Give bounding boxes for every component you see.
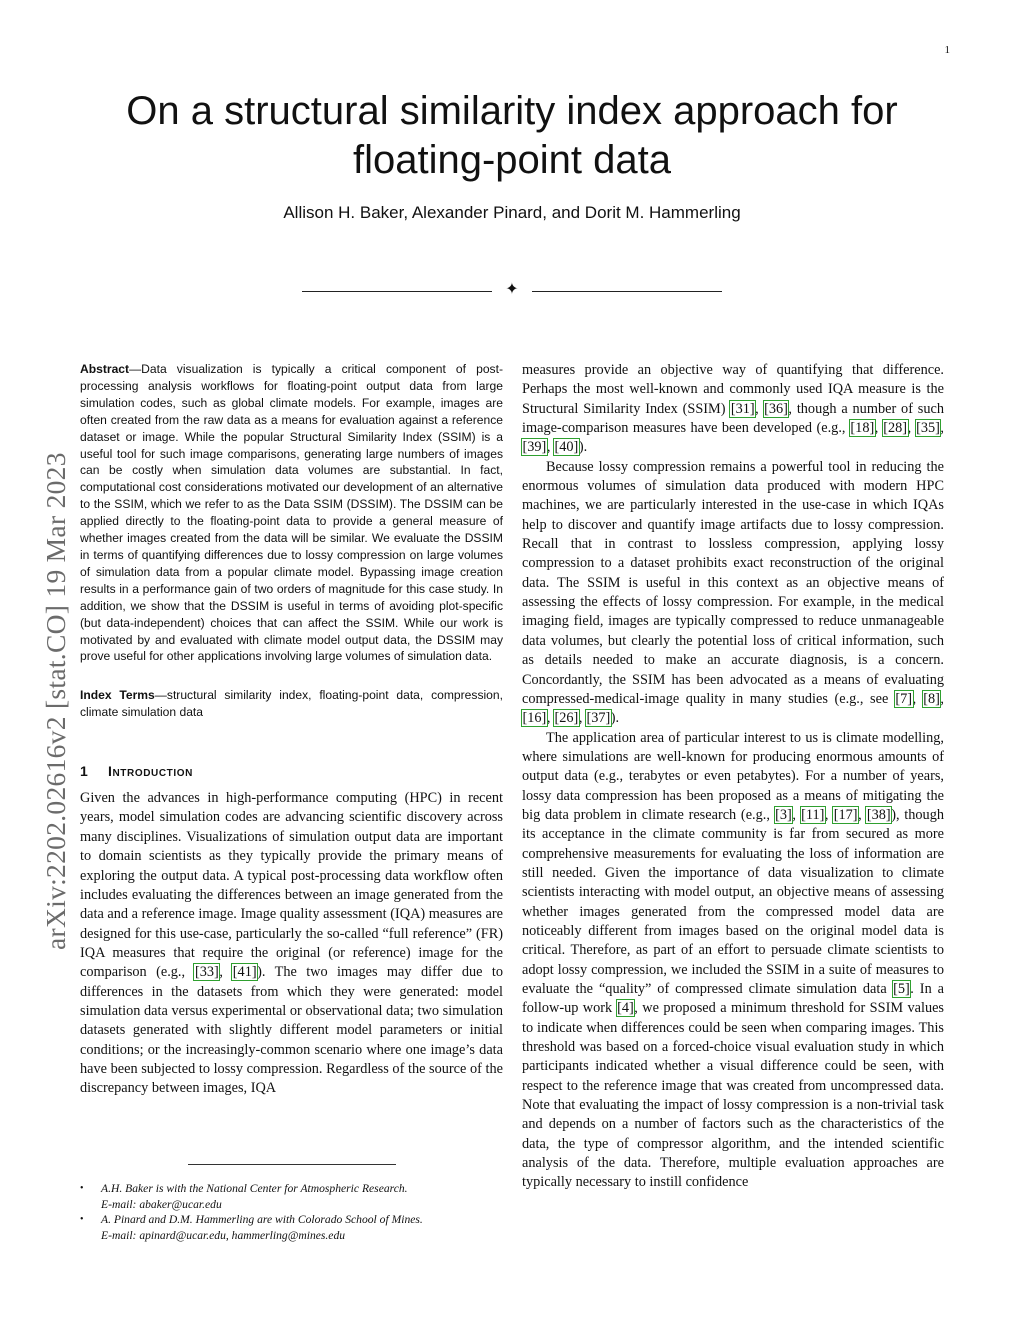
separator-rule-right	[532, 291, 722, 292]
footnote-rule	[188, 1164, 396, 1165]
citation-link[interactable]: [40]	[554, 439, 579, 456]
page-number: 1	[944, 44, 950, 56]
section-title: Introduction	[108, 763, 193, 780]
citation-separator: ,	[578, 710, 586, 727]
footnotes	[80, 1181, 503, 1243]
citation-link[interactable]: [11]	[801, 806, 825, 823]
right-paragraph-2	[522, 458, 944, 729]
title-line-2: floating-point data	[352, 138, 671, 182]
citation-separator: ,	[940, 690, 944, 707]
citation-link[interactable]: [31]	[730, 400, 755, 417]
citation-link[interactable]: [35]	[916, 420, 940, 437]
paragraph-text: The application area of particular interest to us is climate modelling, where simulations are well-known for producing enormous amounts of output data (e.g., terabytes or even petabytes). For a number of years, lossy data compression has been proposed as a means of mitigating the big data problem in climate research (e.g.,	[522, 729, 944, 823]
separator-diamond-icon: ✦	[505, 281, 519, 298]
citation-link[interactable]: [7]	[895, 690, 913, 707]
footnote-email: E-mail: apinard@ucar.edu, hammerling@mines.edu	[101, 1228, 346, 1242]
citation-separator: ,	[219, 964, 233, 981]
paragraph-text: measures provide an objective way of quantifying that difference. Perhaps the most well-known and commonly used IQA measure is the Structural Similarity Index (SSIM)	[522, 362, 944, 417]
citation-link[interactable]: [39]	[522, 439, 547, 456]
left-column	[80, 361, 503, 1099]
footnote-item	[80, 1212, 503, 1243]
citation-link[interactable]: [16]	[522, 710, 547, 727]
citation-separator: ,	[907, 420, 916, 437]
citation-separator: ,	[792, 806, 801, 823]
citation-link[interactable]: [26]	[554, 710, 579, 727]
citation-link[interactable]: [28]	[883, 420, 908, 437]
citation-link[interactable]: [5]	[893, 981, 910, 997]
citation-link[interactable]: [3]	[775, 806, 792, 823]
citation-separator: ,	[546, 439, 554, 456]
citation-separator: ,	[858, 806, 867, 823]
citation-link[interactable]: [38]	[866, 806, 891, 823]
citation-link[interactable]: [33]	[194, 964, 219, 981]
citation-separator: ,	[912, 690, 923, 707]
paragraph-text: , though a number of such image-comparison measures have been developed (e.g.,	[522, 400, 944, 437]
paragraph-text: , we proposed a minimum threshold for SSIM values to indicate when differences could be seen when comparing images. This threshold was based on a forced-choice visual evaluation study in which participants indicated whether a visual difference could be seen, with respect to the reference image that was created from uncompressed data. Note that evaluating the impact of lossy compression is a non-trivial task and depends on a number of factors such as the characteristics of the data, the type of compressor algorithm, and the intended scientific analysis of the data. Therefore, multiple evaluation approaches are typically necessary to instill confidence	[522, 1000, 944, 1191]
paragraph-text: ).	[610, 710, 620, 727]
right-paragraph-1	[522, 361, 944, 458]
abstract	[80, 361, 503, 665]
section-number: 1	[80, 763, 89, 780]
citation-link[interactable]: [41]	[232, 964, 257, 981]
citation-separator: ,	[546, 710, 554, 727]
paragraph-text: Given the advances in high-performance computing (HPC) in recent years, model simulation codes are advancing scientific discovery across many disciplines. Visualizations of simulation output data are important to domain scientists as they typically provide the primary means of exploring the output data. A typical post-processing data workflow often includes evaluating the differences between an image generated from the data and a reference image. Image quality assessment (IQA) measures are designed for this use-case, particularly the so-called “full reference” (FR) IQA measures that require the original (or reference) image for the comparison (e.g.,	[80, 790, 503, 981]
citation-link[interactable]: [8]	[923, 690, 940, 707]
citation-link[interactable]: [37]	[586, 710, 611, 727]
citation-separator: ,	[824, 806, 834, 823]
footnote-affiliation: A.H. Baker is with the National Center for Atmospheric Research.	[101, 1182, 408, 1195]
bullet-icon: •	[80, 1183, 84, 1194]
separator-rule-left	[302, 291, 492, 292]
citation-link[interactable]: [17]	[833, 806, 858, 823]
right-paragraph-3	[522, 729, 944, 1193]
footnote-item	[80, 1181, 503, 1212]
paragraph-text: ).	[578, 439, 588, 456]
section-heading	[80, 763, 503, 779]
abstract-label: Abstract	[80, 362, 130, 376]
paragraph-text: ). The two images may differ due to differences in the datasets from which they were generated: model simulation data versus experimental or observational data; two simulation datasets generated with slightly different model parameters or initial conditions; or the increasingly-common scenario where one image’s data have been subjected to lossy compression. Regardless of the source of the discrepancy between images, IQA	[80, 964, 503, 1097]
bullet-icon: •	[80, 1214, 84, 1226]
paragraph-text: ), though its acceptance in the climate community is far from secured as more comprehensive measurements for evaluating the loss of information are still needed. Given the importance of data visualization to climate scientists interacting with model output, an objective means of assessing whether images generated from the compressed model data are noticeably different from images based on the original model data is critical. Therefore, as part of an effort to persuade climate scientists to adopt lossy compression, we included the SSIM in a suite of measures to evaluate the “quality” of compressed climate simulation data	[522, 806, 944, 997]
footnote-email: E-mail: abaker@ucar.edu	[101, 1197, 222, 1211]
citation-separator: ,	[874, 420, 883, 437]
citation-link[interactable]: [18]	[850, 420, 875, 437]
paragraph-text: . In a follow-up work	[522, 981, 944, 1017]
footnote-affiliation: A. Pinard and D.M. Hammerling are with Colorado School of Mines.	[101, 1213, 423, 1227]
index-terms-text: —structural similarity index, floating-point data, compression, climate simulation data	[80, 688, 503, 720]
title-line-1: On a structural similarity index approach for	[126, 89, 898, 133]
arxiv-identifier[interactable]: arXiv:2202.02616v2 [stat.CO] 19 Mar 2023	[40, 452, 71, 950]
author-list: Allison H. Baker, Alexander Pinard, and Dorit M. Hammerling	[283, 203, 741, 222]
citation-separator: ,	[755, 400, 764, 417]
right-column	[522, 361, 944, 1193]
index-terms	[80, 687, 503, 721]
citation-link[interactable]: [36]	[764, 400, 788, 417]
citation-separator: ,	[940, 420, 944, 437]
paper-title	[80, 87, 944, 185]
paragraph-text: Because lossy compression remains a powerful tool in reducing the enormous volumes of simulation data produced with modern HPC machines, we are particularly interested in the use-case in which IQAs help to discover and quantify image artifacts due to lossy compression. Recall that in contrast to lossless compression, applying lossy compression to a dataset prohibits exact reconstruction of the original data. The SSIM is useful in this context as an objective means of assessing the effects of lossy compression. For example, in the medical imaging field, images are typically compressed to reduce unmanageable data volumes, but clearly the potential loss of critical information, such as details needed to make an accurate diagnosis, is a concern. Concordantly, the SSIM has been advocated as a means of evaluating compressed-medical-image quality in many studies (e.g., see	[522, 458, 944, 707]
abstract-text: —Data visualization is typically a critical component of post-processing analysis workflows for floating-point output data from large simulation codes, such as global climate models. For example, images are often created from the raw data as a means for evaluation against a reference dataset or image. While the popular Structural Similarity Index (SSIM) is a useful tool for such image comparisons, generating large numbers of images can be costly when simulation data volumes are substantial. In fact, computational cost considerations motivated our development of an alternative to the SSIM, which we refer to as the Data SSIM (DSSIM). The DSSIM can be applied directly to the floating-point data to provide a general measure of whether images created from the data will be similar. We evaluate the DSSIM in terms of quantifying differences due to lossy compression on large volumes of simulation data from a popular climate model. Bypassing image creation results in a performance gain of two orders of magnitude for this case study. In addition, we show that the DSSIM is useful in terms of avoiding plot-specific (but data-independent) choices that can affect the SSIM. While our work is motivated by and evaluated with climate model output data, the DSSIM may prove useful for other applications involving large volumes of simulation data.	[80, 362, 503, 664]
citation-link[interactable]: [4]	[617, 1000, 634, 1017]
index-terms-label: Index Terms	[80, 688, 155, 703]
intro-paragraph	[80, 789, 503, 1099]
